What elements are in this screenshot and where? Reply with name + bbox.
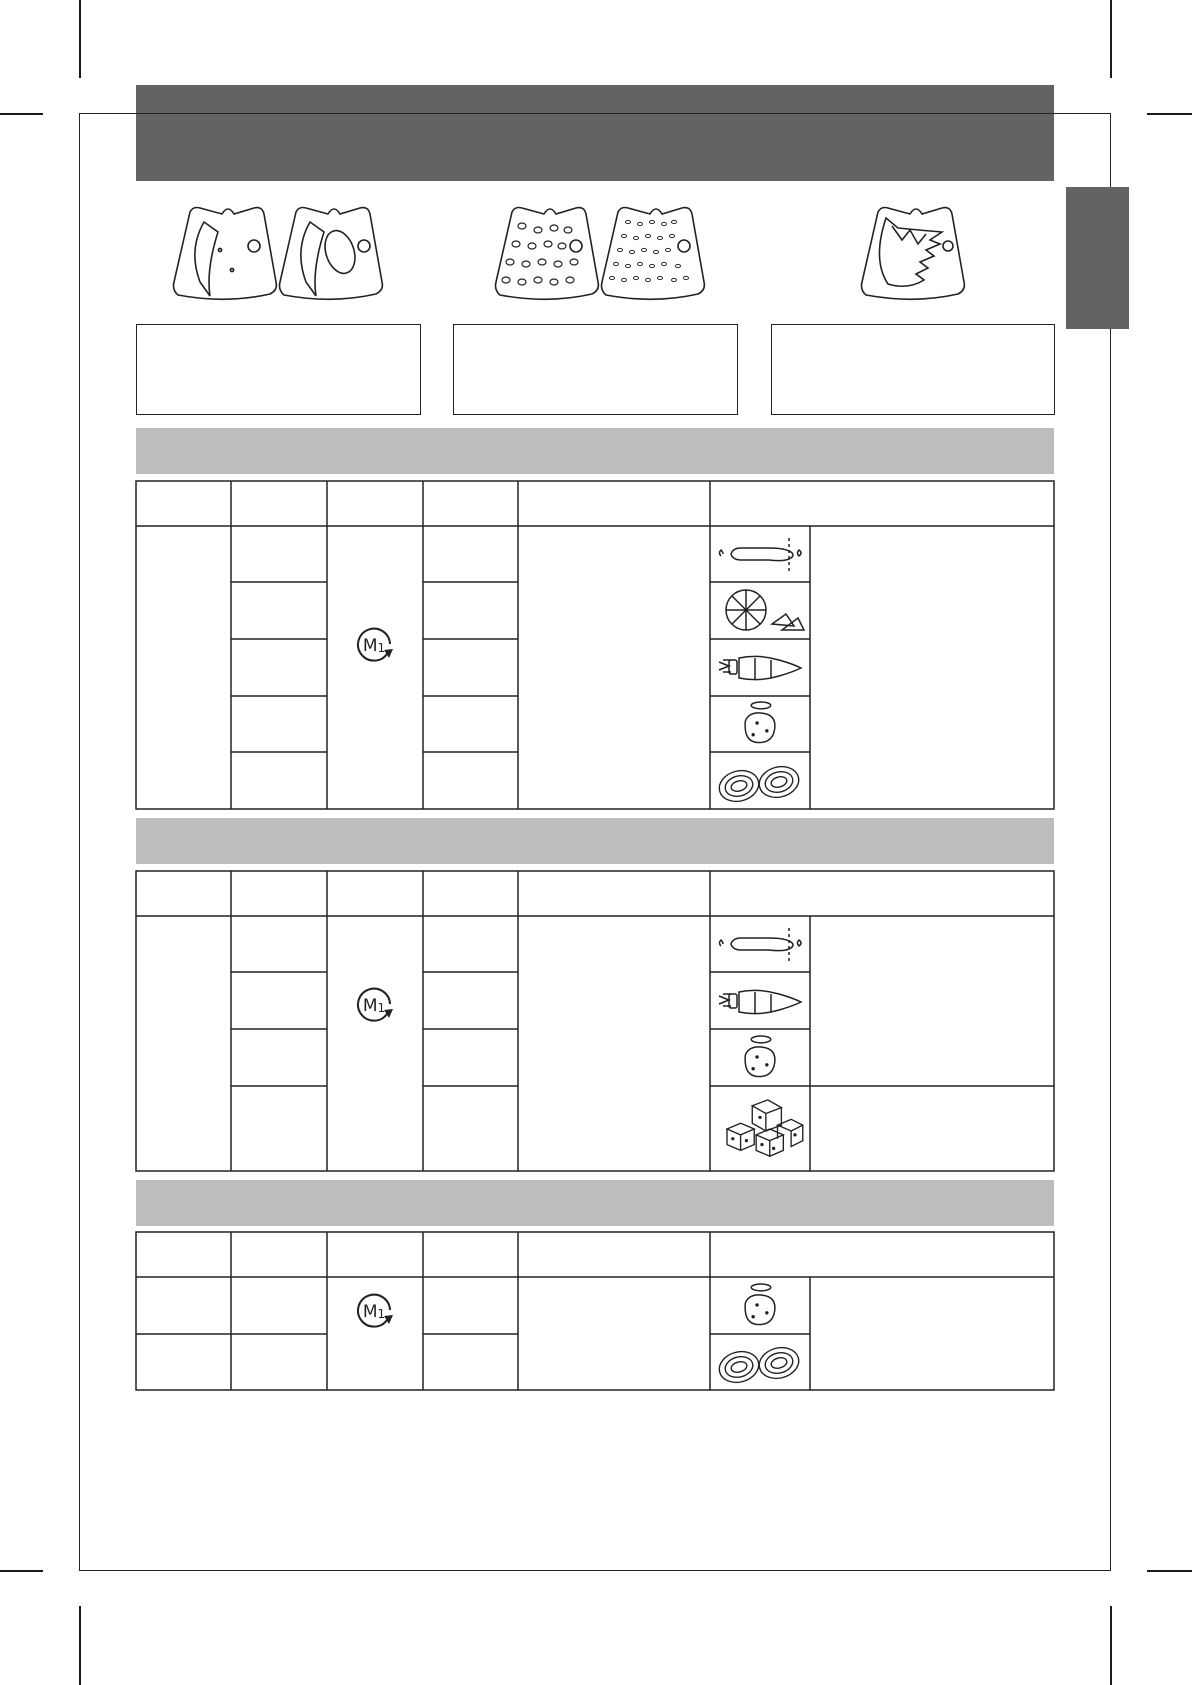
speed-m1-icon [353, 984, 397, 1024]
potato-icon [716, 699, 804, 749]
table-2 [136, 871, 1054, 1171]
svg-text:M1: M1 [362, 636, 386, 656]
cabbage-icon [714, 1337, 806, 1387]
zucchini-icon [714, 922, 806, 966]
svg-text:M1: M1 [362, 1302, 386, 1322]
zucchini-icon [714, 532, 806, 576]
potato-icon [716, 1033, 804, 1083]
svg-text:M1: M1 [362, 996, 386, 1016]
speed-m1-icon [353, 624, 397, 664]
onion-icon [716, 586, 806, 636]
carrot-icon [714, 646, 806, 690]
cabbage-icon [714, 756, 806, 806]
cheese-cubes-icon [716, 1096, 806, 1164]
potato-icon [716, 1281, 804, 1331]
table-3 [136, 1232, 1054, 1390]
table-1 [136, 481, 1054, 809]
speed-m1-icon [353, 1290, 397, 1330]
carrot-icon [714, 980, 806, 1024]
